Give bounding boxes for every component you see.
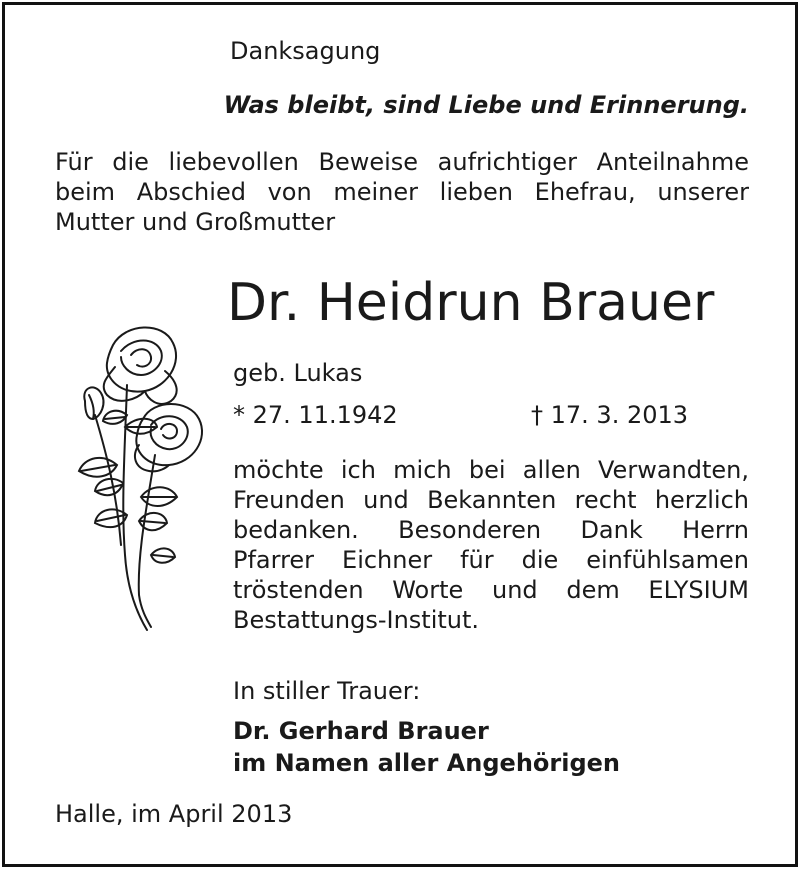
place-date: Halle, im April 2013	[55, 800, 293, 828]
date-of-birth: * 27. 11.1942	[233, 401, 398, 429]
intro-line: Für die liebevollen Beweise aufrichtiger Anteilnahme	[55, 148, 749, 176]
signature-name: Dr. Gerhard Brauer	[233, 717, 489, 745]
notice-heading: Danksagung	[230, 37, 381, 65]
thanks-line: Freunden und Bekannten recht herzlich	[233, 486, 749, 514]
thanks-line: Pfarrer Eichner für die einfühlsamen	[233, 546, 749, 574]
thanks-line: Bestattungs-Institut.	[233, 606, 480, 634]
intro-paragraph	[55, 147, 749, 237]
obituary-notice	[2, 2, 798, 867]
date-of-death: † 17. 3. 2013	[531, 401, 689, 429]
thanks-paragraph	[233, 455, 749, 635]
signature-relation: im Namen aller Angehörigen	[233, 749, 621, 777]
intro-line: beim Abschied von meiner lieben Ehefrau, unserer	[55, 178, 749, 206]
deceased-name: Dr. Heidrun Brauer	[227, 273, 715, 333]
rose-icon	[55, 315, 215, 635]
intro-line: Mutter und Großmutter	[55, 208, 336, 236]
mourning-phrase: In stiller Trauer:	[233, 677, 421, 705]
thanks-line: möchte ich mich bei allen Verwandten,	[233, 456, 749, 484]
signature	[233, 715, 620, 779]
thanks-line: bedanken. Besonderen Dank Herrn	[233, 516, 749, 544]
motto: Was bleibt, sind Liebe und Erinnerung.	[223, 91, 749, 119]
birth-name: geb. Lukas	[233, 359, 363, 387]
thanks-line: tröstenden Worte und dem ELYSIUM	[233, 576, 749, 604]
